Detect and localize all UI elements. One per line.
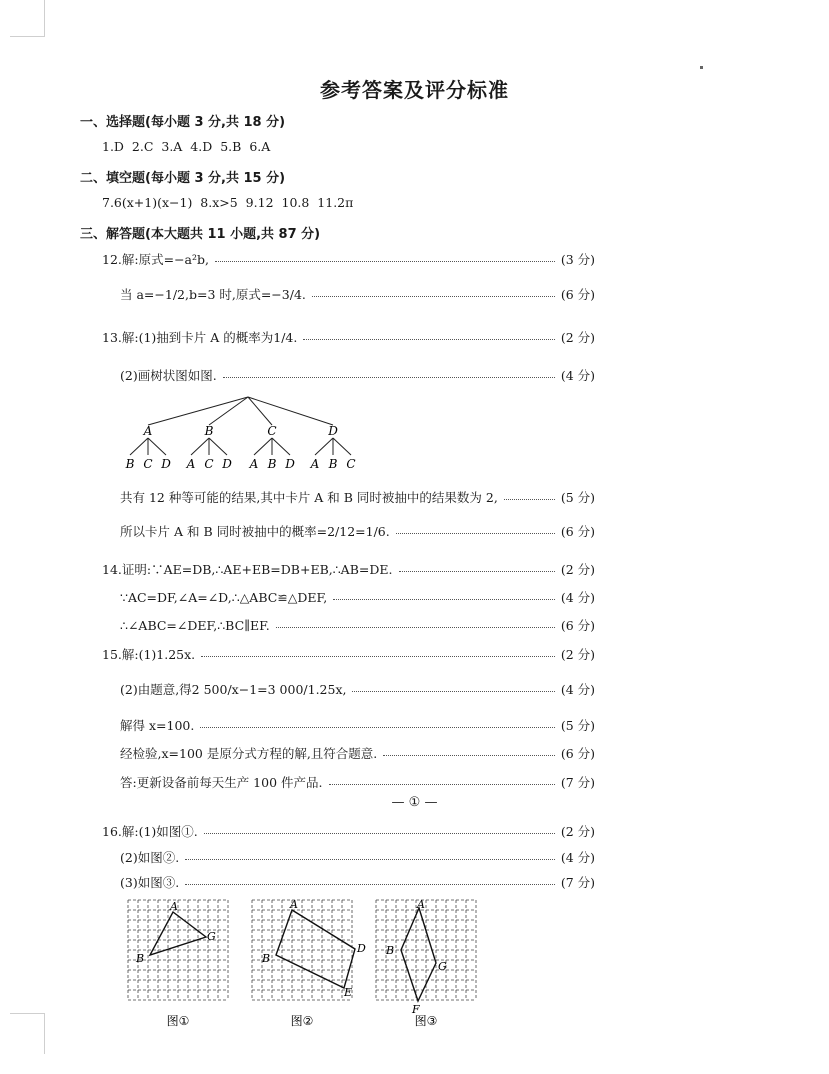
answer-row — [120, 616, 595, 634]
score-label: (7 分) — [560, 775, 595, 790]
score-label: (4 分) — [560, 590, 595, 605]
section-heading-solve: 三、解答题(本大题共 11 小题,共 87 分) — [80, 227, 321, 242]
answer-text: (2)由题意,得2 500/x−1=3 000/1.25x, — [120, 682, 347, 697]
answer-text: 答:更新设备前每天生产 100 件产品. — [120, 775, 323, 790]
leader-dots — [504, 499, 555, 500]
score-label: (2 分) — [560, 330, 595, 345]
leader-dots — [185, 884, 555, 885]
tree-leaf-label: D — [285, 457, 295, 471]
answer-text: 15.解:(1)1.25x. — [102, 647, 196, 662]
vertex-label: B — [262, 952, 271, 965]
crop-mark-top-left — [10, 0, 45, 37]
section-heading-choice: 一、选择题(每小题 3 分,共 18 分) — [80, 115, 286, 130]
answer-text: 当 a=−1/2,b=3 时,原式=−3/4. — [120, 287, 306, 302]
fill-answers: 7.6(x+1)(x−1) 8.x>5 9.12 10.8 11.2π — [102, 195, 354, 210]
score-label: (5 分) — [560, 490, 595, 505]
answer-row — [120, 848, 595, 866]
leader-dots — [276, 627, 555, 628]
tree-leaf-label: D — [222, 457, 232, 471]
tree-leaf-label: C — [143, 457, 153, 471]
tree-node-label: A — [143, 424, 153, 438]
grid-figure-1 — [118, 896, 240, 1031]
leader-dots — [200, 727, 554, 728]
vertex-label: G — [207, 930, 216, 943]
leader-dots — [329, 784, 555, 785]
answer-text: 12.解:原式=−a²b, — [102, 252, 209, 267]
tree-diagram — [115, 393, 375, 475]
answer-row — [120, 488, 595, 506]
answer-row — [120, 366, 595, 384]
tree-node-label: C — [267, 424, 277, 438]
tree-node-label: D — [328, 424, 338, 438]
tree-branch — [148, 438, 166, 455]
vertex-label: E — [344, 986, 353, 999]
leader-dots — [352, 691, 554, 692]
tree-leaf-label: D — [161, 457, 171, 471]
answer-text: (2)画树状图如图. — [120, 368, 217, 383]
figure-shape — [276, 910, 355, 988]
score-label: (4 分) — [560, 850, 595, 865]
score-label: (2 分) — [560, 562, 595, 577]
vertex-label: A — [290, 898, 298, 911]
score-label: (6 分) — [560, 746, 595, 761]
leader-dots — [215, 261, 555, 262]
answer-row — [102, 822, 595, 840]
vertex-label: B — [136, 952, 145, 965]
leader-dots — [396, 533, 555, 534]
score-label: (6 分) — [560, 287, 595, 302]
page-number: — ① — — [391, 795, 438, 810]
score-label: (4 分) — [560, 368, 595, 383]
answer-row — [120, 522, 595, 540]
answer-row — [102, 328, 595, 346]
tree-branch — [130, 438, 148, 455]
tree-leaf-label: A — [310, 457, 320, 471]
answer-row — [120, 285, 595, 303]
leader-dots — [201, 656, 555, 657]
figure-caption: 图① — [166, 1014, 190, 1028]
answer-text: 13.解:(1)抽到卡片 A 的概率为1/4. — [102, 330, 298, 345]
leader-dots — [185, 859, 555, 860]
vertex-label: G — [438, 960, 447, 973]
choice-answers: 1.D 2.C 3.A 4.D 5.B 6.A — [102, 139, 271, 154]
answer-text: 所以卡片 A 和 B 同时被抽中的概率=2/12=1/6. — [120, 524, 390, 539]
tree-leaf-label: B — [328, 457, 338, 471]
answer-row — [120, 588, 595, 606]
answer-row — [120, 680, 595, 698]
section-heading-fill: 二、填空题(每小题 3 分,共 15 分) — [80, 171, 286, 186]
figure-caption: 图③ — [414, 1014, 438, 1028]
score-label: (5 分) — [560, 718, 595, 733]
answer-row — [120, 873, 595, 891]
answer-row — [102, 250, 595, 268]
tree-branch — [254, 438, 272, 455]
answer-text: 解得 x=100. — [120, 718, 195, 733]
page-title: 参考答案及评分标准 — [320, 78, 509, 102]
tree-branch — [148, 397, 248, 425]
leader-dots — [333, 599, 555, 600]
tree-branch — [209, 397, 248, 425]
tree-branch — [315, 438, 333, 455]
leader-dots — [383, 755, 555, 756]
answer-row — [120, 716, 595, 734]
score-label: (6 分) — [560, 618, 595, 633]
tree-branch — [209, 438, 227, 455]
tree-node-label: B — [204, 424, 214, 438]
leader-dots — [204, 833, 555, 834]
tree-branch — [248, 397, 333, 425]
answer-row — [120, 744, 595, 762]
vertex-label: B — [386, 944, 395, 957]
tree-branch — [333, 438, 351, 455]
answer-text: ∵AC=DF,∠A=∠D,∴△ABC≌△DEF, — [120, 589, 328, 605]
vertex-label: A — [417, 898, 425, 911]
score-label: (2 分) — [560, 824, 595, 839]
answer-text: 14.证明:∵AE=DB,∴AE+EB=DB+EB,∴AB=DE. — [102, 562, 393, 577]
vertex-label: D — [357, 942, 366, 955]
vertex-label: F — [412, 1003, 420, 1016]
score-label: (6 分) — [560, 524, 595, 539]
score-label: (3 分) — [560, 252, 595, 267]
leader-dots — [399, 571, 555, 572]
tree-leaf-label: B — [125, 457, 135, 471]
tree-leaf-label: A — [186, 457, 196, 471]
answer-row — [120, 773, 595, 791]
answer-text: ∴∠ABC=∠DEF,∴BC∥EF. — [120, 617, 270, 633]
answer-text: (2)如图②. — [120, 850, 180, 865]
tree-leaf-label: C — [204, 457, 214, 471]
score-label: (2 分) — [560, 647, 595, 662]
speck — [700, 66, 703, 69]
grid-figure-3 — [366, 896, 488, 1031]
answer-text: 共有 12 种等可能的结果,其中卡片 A 和 B 同时被抽中的结果数为 2, — [120, 490, 498, 505]
answer-row — [102, 645, 595, 663]
crop-mark-bottom-left — [10, 1013, 45, 1054]
leader-dots — [312, 296, 555, 297]
tree-leaf-label: C — [346, 457, 356, 471]
score-label: (7 分) — [560, 875, 595, 890]
tree-leaf-label: B — [267, 457, 277, 471]
tree-leaf-label: A — [249, 457, 259, 471]
vertex-label: A — [170, 900, 178, 913]
answer-row — [102, 560, 595, 578]
answer-text: 16.解:(1)如图①. — [102, 824, 198, 839]
answer-text: (3)如图③. — [120, 875, 180, 890]
figure-caption: 图② — [290, 1014, 314, 1028]
tree-branch — [191, 438, 209, 455]
figure-shape — [150, 912, 206, 955]
grid-figure-2 — [242, 896, 364, 1031]
answer-text: 经检验,x=100 是原分式方程的解,且符合题意. — [120, 746, 378, 761]
tree-branch — [272, 438, 290, 455]
score-label: (4 分) — [560, 682, 595, 697]
leader-dots — [303, 339, 554, 340]
leader-dots — [223, 377, 555, 378]
